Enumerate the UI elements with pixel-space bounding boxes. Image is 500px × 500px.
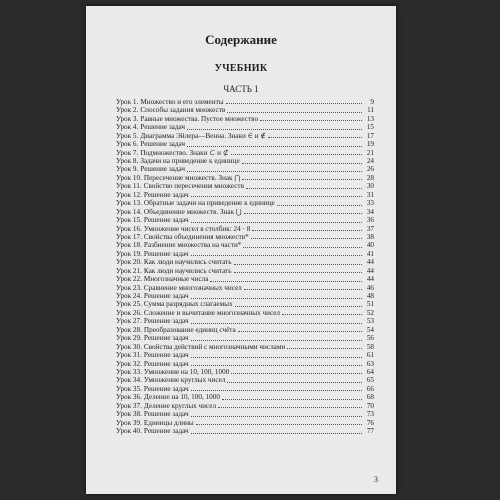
lesson-title: Многозначные числа bbox=[143, 275, 209, 284]
lesson-page: 70 bbox=[366, 401, 374, 410]
dot-leader bbox=[191, 433, 362, 434]
lesson-number: Урок 8. bbox=[116, 157, 139, 166]
lesson-number: Урок 26. bbox=[116, 308, 142, 317]
lesson-number: Урок 12. bbox=[116, 190, 142, 199]
lesson-number: Урок 9. bbox=[116, 165, 139, 174]
dot-leader bbox=[218, 407, 362, 408]
dot-leader bbox=[282, 314, 362, 315]
lesson-number: Урок 4. bbox=[116, 123, 139, 132]
lesson-page: 15 bbox=[366, 123, 374, 132]
lesson-title: Решение задач bbox=[143, 384, 189, 393]
dot-leader bbox=[246, 188, 362, 189]
dot-leader bbox=[231, 154, 362, 155]
dot-leader bbox=[191, 255, 362, 256]
lesson-page: 17 bbox=[366, 131, 374, 140]
lesson-page: 26 bbox=[366, 165, 374, 174]
toc-entry bbox=[116, 292, 374, 300]
dot-leader bbox=[268, 137, 362, 138]
toc-entry bbox=[116, 149, 374, 157]
lesson-number: Урок 31. bbox=[116, 351, 142, 360]
lesson-number: Урок 19. bbox=[116, 249, 142, 258]
dot-leader bbox=[244, 213, 362, 214]
lesson-number: Урок 17. bbox=[116, 233, 142, 241]
lesson-title: Преобразование единиц счёта bbox=[143, 325, 236, 334]
book-title: УЧЕБНИК bbox=[214, 63, 268, 74]
dot-leader bbox=[191, 365, 362, 366]
lesson-title: Решение задач bbox=[140, 123, 186, 132]
lesson-page: 37 bbox=[366, 224, 374, 233]
lesson-title: Решение задач bbox=[143, 427, 189, 436]
toc-entry bbox=[116, 208, 374, 216]
toc-entry bbox=[116, 191, 374, 199]
lesson-title: Обратные задачи на приведение к единице bbox=[143, 199, 275, 208]
lesson-title: Разбиение множества на части* bbox=[143, 241, 242, 250]
dot-leader bbox=[191, 390, 362, 391]
lesson-title: Решение задач bbox=[143, 190, 189, 199]
lesson-title: Решение задач bbox=[140, 140, 186, 149]
dot-leader bbox=[251, 238, 362, 239]
dot-leader bbox=[191, 196, 362, 197]
lesson-number: Урок 37. bbox=[116, 401, 142, 410]
lesson-page: 36 bbox=[366, 216, 374, 225]
lesson-title: Умножение круглых чисел bbox=[143, 376, 226, 385]
toc-entry bbox=[116, 385, 374, 393]
toc-entry bbox=[116, 216, 374, 224]
contents-heading: Содержание bbox=[205, 32, 277, 47]
toc-entry bbox=[116, 182, 374, 190]
lesson-number: Урок 3. bbox=[116, 114, 139, 123]
lesson-title: Решение задач bbox=[143, 216, 189, 225]
toc-entry bbox=[116, 98, 374, 106]
lesson-page: 77 bbox=[366, 427, 374, 436]
dot-leader bbox=[243, 247, 362, 248]
lesson-title: Решение задач bbox=[143, 317, 189, 326]
lesson-page: 41 bbox=[366, 249, 374, 258]
dot-leader bbox=[244, 289, 362, 290]
toc-entry bbox=[116, 326, 374, 334]
lesson-number: Урок 25. bbox=[116, 300, 142, 309]
lesson-page: 66 bbox=[366, 384, 374, 393]
lesson-number: Урок 20. bbox=[116, 258, 142, 267]
lesson-page: 21 bbox=[366, 148, 374, 157]
toc-entry bbox=[116, 250, 374, 258]
lesson-number: Урок 38. bbox=[116, 410, 142, 419]
dot-leader bbox=[196, 424, 362, 425]
dot-leader bbox=[187, 146, 362, 147]
lesson-title: Подмножество. Знаки ⊂ и ⊄ bbox=[140, 148, 229, 157]
toc-entry bbox=[116, 376, 374, 384]
lesson-page: 73 bbox=[366, 410, 374, 419]
dot-leader bbox=[191, 357, 362, 358]
lesson-title: Сравнение многозначных чисел bbox=[143, 283, 242, 292]
lesson-title: Сумма разрядных слагаемых bbox=[143, 300, 233, 309]
toc-entry bbox=[116, 258, 374, 266]
toc-entry bbox=[116, 132, 374, 140]
dot-leader bbox=[210, 281, 362, 282]
lesson-page: 76 bbox=[366, 418, 374, 427]
dot-leader bbox=[191, 222, 362, 223]
book-page bbox=[86, 6, 396, 494]
dot-leader bbox=[234, 264, 362, 265]
lesson-page: 30 bbox=[366, 182, 374, 191]
lesson-title: Равные множества. Пустое множество bbox=[140, 114, 259, 123]
lesson-number: Урок 24. bbox=[116, 292, 142, 301]
lesson-number: Урок 14. bbox=[116, 207, 142, 216]
dot-leader bbox=[287, 348, 362, 349]
lesson-number: Урок 39. bbox=[116, 418, 142, 427]
dot-leader bbox=[238, 331, 362, 332]
lesson-number: Урок 15. bbox=[116, 216, 142, 225]
dot-leader bbox=[187, 171, 362, 172]
toc-entry bbox=[116, 301, 374, 309]
lesson-title: Решение задач bbox=[143, 292, 189, 301]
lesson-page: 24 bbox=[366, 157, 374, 166]
dot-leader bbox=[227, 382, 362, 383]
lesson-title: Множество и его элементы bbox=[140, 98, 224, 106]
lesson-number: Урок 29. bbox=[116, 334, 142, 343]
toc-entry bbox=[116, 419, 374, 427]
lesson-page: 13 bbox=[366, 114, 374, 123]
lesson-title: Свойство пересечения множеств bbox=[143, 182, 244, 191]
lesson-number: Урок 28. bbox=[116, 325, 142, 334]
lesson-number: Урок 32. bbox=[116, 359, 142, 368]
lesson-title: Единицы длины bbox=[143, 418, 194, 427]
dot-leader bbox=[222, 399, 362, 400]
lesson-page: 53 bbox=[366, 317, 374, 326]
lesson-title: Диаграмма Эйлера—Венна. Знаки ∈ и ∉ bbox=[140, 131, 266, 140]
lesson-page: 11 bbox=[367, 106, 374, 115]
lesson-title: Умножение чисел в столбик: 24 · 8 bbox=[143, 224, 251, 233]
lesson-title: Решение задач bbox=[143, 351, 189, 360]
table-of-contents bbox=[116, 98, 374, 436]
toc-entry bbox=[116, 402, 374, 410]
lesson-page: 44 bbox=[366, 258, 374, 267]
lesson-page: 46 bbox=[366, 283, 374, 292]
toc-entry bbox=[116, 123, 374, 131]
lesson-number: Урок 22. bbox=[116, 275, 142, 284]
lesson-title: Решение задач bbox=[143, 359, 189, 368]
toc-entry bbox=[116, 166, 374, 174]
toc-entry bbox=[116, 233, 374, 241]
lesson-page: 34 bbox=[366, 207, 374, 216]
lesson-number: Урок 6. bbox=[116, 140, 139, 149]
lesson-number: Урок 1. bbox=[116, 98, 139, 106]
lesson-title: Решение задач bbox=[140, 165, 186, 174]
dot-leader bbox=[187, 129, 362, 130]
dot-leader bbox=[227, 112, 362, 113]
lesson-title: Сложение и вычитание многозначных чисел bbox=[143, 308, 281, 317]
lesson-number: Урок 11. bbox=[116, 182, 142, 191]
toc-entry bbox=[116, 410, 374, 418]
page-number: 3 bbox=[374, 475, 378, 484]
dot-leader bbox=[226, 103, 362, 104]
lesson-page: 28 bbox=[366, 173, 374, 182]
dot-leader bbox=[191, 298, 362, 299]
part-title: ЧАСТЬ 1 bbox=[223, 84, 259, 94]
lesson-number: Урок 36. bbox=[116, 393, 142, 402]
toc-entry bbox=[116, 317, 374, 325]
lesson-page: 61 bbox=[366, 351, 374, 360]
lesson-title: Решение задач bbox=[143, 334, 189, 343]
lesson-page: 58 bbox=[366, 342, 374, 351]
lesson-number: Урок 40. bbox=[116, 427, 142, 436]
dot-leader bbox=[235, 306, 362, 307]
dot-leader bbox=[277, 205, 362, 206]
lesson-number: Урок 21. bbox=[116, 266, 142, 275]
lesson-title: Умножение на 10, 100, 1000 bbox=[143, 368, 230, 376]
lesson-page: 68 bbox=[366, 393, 374, 402]
lesson-page: 40 bbox=[366, 241, 374, 250]
toc-entry bbox=[116, 275, 374, 283]
dot-leader bbox=[234, 272, 362, 273]
lesson-number: Урок 7. bbox=[116, 148, 139, 157]
toc-entry bbox=[116, 360, 374, 368]
toc-entry bbox=[116, 157, 374, 165]
lesson-number: Урок 33. bbox=[116, 368, 142, 376]
toc-entry bbox=[116, 284, 374, 292]
lesson-number: Урок 30. bbox=[116, 342, 142, 351]
toc-entry bbox=[116, 427, 374, 435]
lesson-title: Деление на 10, 100, 1000 bbox=[143, 393, 220, 402]
toc-entry bbox=[116, 334, 374, 342]
dot-leader bbox=[252, 230, 362, 231]
dot-leader bbox=[191, 340, 362, 341]
lesson-page: 48 bbox=[366, 292, 374, 301]
lesson-title: Объединение множеств. Знак ⋃ bbox=[143, 207, 242, 216]
lesson-page: 33 bbox=[366, 199, 374, 208]
lesson-page: 31 bbox=[366, 190, 374, 199]
lesson-page: 9 bbox=[370, 98, 374, 106]
lesson-number: Урок 18. bbox=[116, 241, 142, 250]
lesson-page: 54 bbox=[366, 325, 374, 334]
dot-leader bbox=[260, 120, 362, 121]
toc-entry bbox=[116, 174, 374, 182]
toc-entry bbox=[116, 106, 374, 114]
lesson-page: 44 bbox=[366, 275, 374, 284]
lesson-title: Способы задания множеств bbox=[140, 106, 226, 115]
lesson-page: 52 bbox=[366, 308, 374, 317]
toc-entry bbox=[116, 267, 374, 275]
dot-leader bbox=[231, 373, 362, 374]
lesson-title: Решение задач bbox=[143, 410, 189, 419]
lesson-number: Урок 23. bbox=[116, 283, 142, 292]
toc-entry bbox=[116, 241, 374, 249]
toc-entry bbox=[116, 351, 374, 359]
lesson-page: 56 bbox=[366, 334, 374, 343]
lesson-title: Как люди научились считать bbox=[143, 258, 232, 267]
lesson-number: Урок 5. bbox=[116, 131, 139, 140]
dot-leader bbox=[242, 179, 362, 180]
lesson-page: 65 bbox=[366, 376, 374, 385]
lesson-page: 63 bbox=[366, 359, 374, 368]
lesson-page: 19 bbox=[366, 140, 374, 149]
lesson-title: Пересечение множеств. Знак ⋂ bbox=[143, 173, 241, 182]
lesson-title: Как люди научились считать bbox=[143, 266, 232, 275]
lesson-title: Свойства объединения множеств* bbox=[143, 233, 249, 241]
toc-entry bbox=[116, 225, 374, 233]
toc-entry bbox=[116, 115, 374, 123]
lesson-number: Урок 27. bbox=[116, 317, 142, 326]
toc-entry bbox=[116, 199, 374, 207]
toc-entry bbox=[116, 368, 374, 376]
lesson-title: Деление круглых чисел bbox=[143, 401, 217, 410]
lesson-page: 38 bbox=[366, 233, 374, 241]
toc-entry bbox=[116, 140, 374, 148]
lesson-page: 44 bbox=[366, 266, 374, 275]
toc-entry bbox=[116, 393, 374, 401]
lesson-number: Урок 35. bbox=[116, 384, 142, 393]
lesson-page: 64 bbox=[366, 368, 374, 376]
lesson-page: 51 bbox=[366, 300, 374, 309]
lesson-title: Задачи на приведение к единице bbox=[140, 157, 240, 166]
lesson-number: Урок 13. bbox=[116, 199, 142, 208]
dot-leader bbox=[242, 163, 362, 164]
lesson-title: Свойства действий с многозначными числами bbox=[143, 342, 286, 351]
lesson-number: Урок 2. bbox=[116, 106, 139, 115]
lesson-number: Урок 34. bbox=[116, 376, 142, 385]
lesson-title: Решение задач bbox=[143, 249, 189, 258]
lesson-number: Урок 16. bbox=[116, 224, 142, 233]
toc-entry bbox=[116, 343, 374, 351]
lesson-number: Урок 10. bbox=[116, 173, 142, 182]
dot-leader bbox=[191, 416, 362, 417]
toc-entry bbox=[116, 309, 374, 317]
dot-leader bbox=[191, 323, 362, 324]
